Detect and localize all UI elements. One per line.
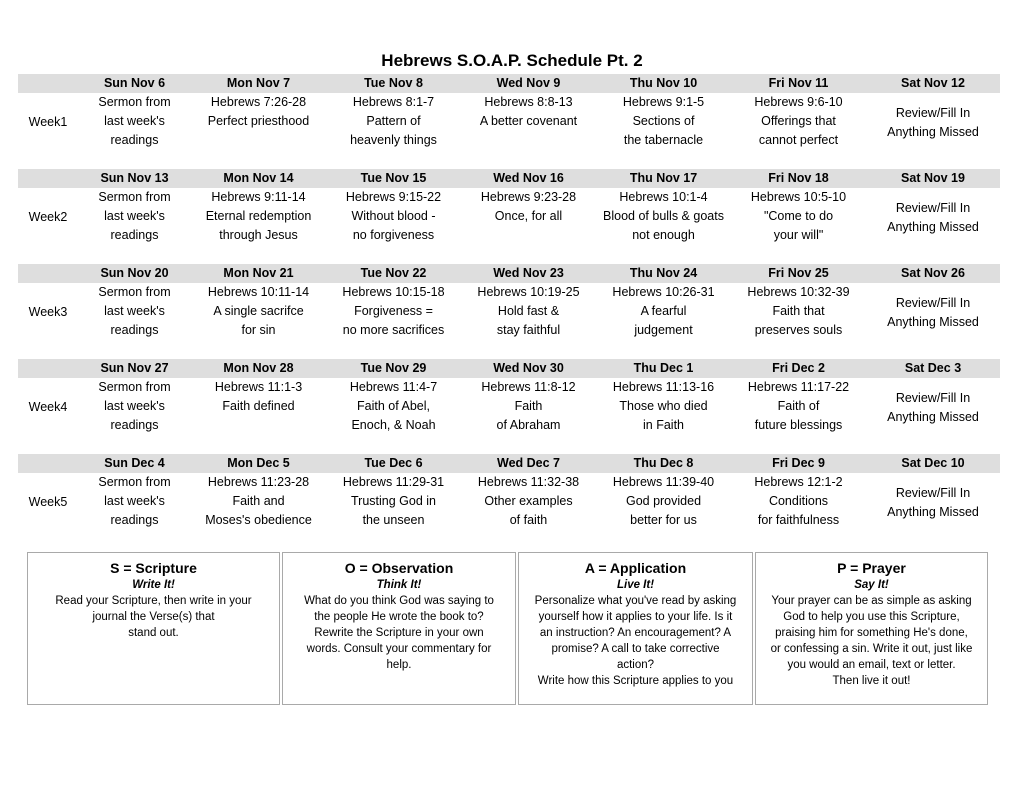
week-label	[18, 93, 78, 152]
day-header: Fri Nov 25	[768, 266, 829, 280]
reading-cell	[866, 188, 1000, 247]
soap-description-line: Rewrite the Scripture in your own	[314, 627, 484, 639]
soap-subtitle: Write It!	[132, 579, 175, 591]
reading-cell-line: Hebrews 10:19-25	[477, 285, 580, 299]
day-header: Fri Dec 9	[772, 456, 825, 470]
reading-cell-line: Conditions	[768, 494, 829, 508]
day-header: Sat Dec 3	[904, 361, 962, 375]
reading-cell	[866, 473, 1000, 532]
reading-cell-line: Hebrews 7:26-28	[210, 95, 307, 109]
page-title: Hebrews S.O.A.P. Schedule Pt. 2	[381, 51, 643, 70]
week-label	[18, 378, 78, 437]
reading-cell-line: Hebrews 8:1-7	[352, 95, 435, 109]
reading-cell-line: "Come to do	[763, 209, 834, 223]
reading-cell-line: Sermon from	[98, 95, 171, 109]
soap-description-line: Read your Scripture, then write in your	[55, 595, 252, 607]
soap-box-application	[518, 552, 753, 705]
schedule-table	[18, 74, 1000, 549]
reading-cell-line: Hebrews 11:1-3	[214, 380, 303, 394]
reading-cell-line: Perfect priesthood	[207, 114, 310, 128]
reading-cell	[866, 93, 1000, 152]
reading-cell-line: last week's	[104, 209, 165, 223]
week-block	[18, 454, 1000, 549]
week-label-text: Week5	[28, 495, 68, 509]
reading-cell-line: Hebrews 11:13-16	[612, 380, 715, 394]
reading-cell-line: Eternal redemption	[205, 209, 312, 223]
reading-cell-line: Hebrews 9:6-10	[754, 95, 843, 109]
reading-cell-line: Review/Fill In	[895, 485, 971, 500]
week-block	[18, 169, 1000, 264]
day-header: Sun Nov 13	[100, 171, 169, 185]
reading-cell	[191, 188, 326, 247]
soap-description-line: words. Consult your commentary for	[306, 643, 492, 655]
reading-cell-line: Hebrews 9:1-5	[622, 95, 705, 109]
reading-cell-line: Hebrews 11:17-22	[747, 380, 850, 394]
reading-cell-line: Review/Fill In	[895, 200, 971, 215]
reading-cell-line: Faith	[514, 399, 543, 413]
week-readings-row	[18, 283, 1000, 342]
reading-cell-line: Hebrews 11:29-31	[342, 475, 445, 489]
reading-cell-line: Anything Missed	[887, 124, 979, 139]
week-label-text: Week4	[28, 400, 68, 414]
reading-cell-line: cannot perfect	[758, 133, 839, 147]
reading-cell	[78, 283, 191, 342]
reading-cell-line: Moses's obedience	[205, 513, 312, 527]
week-label	[18, 188, 78, 247]
reading-cell	[596, 473, 731, 532]
reading-cell-line: readings	[110, 228, 159, 242]
reading-cell-line: judgement	[634, 323, 693, 337]
reading-cell-line: better for us	[630, 513, 697, 527]
day-header: Mon Nov 28	[223, 361, 294, 375]
reading-cell-line: last week's	[104, 494, 165, 508]
reading-cell-line: Hebrews 8:8-13	[484, 95, 573, 109]
day-header: Thu Nov 24	[629, 266, 698, 280]
soap-description-line: yourself how it applies to your life. Is it	[538, 611, 733, 623]
week-header-row	[18, 74, 1000, 93]
soap-description-line: stand out.	[128, 627, 179, 639]
soap-description-line: Personalize what you've read by asking	[534, 595, 737, 607]
reading-cell-line: Review/Fill In	[895, 390, 971, 405]
week-header-row	[18, 359, 1000, 378]
day-header: Sat Nov 26	[901, 266, 965, 280]
week-readings-row	[18, 93, 1000, 152]
week-readings-row	[18, 378, 1000, 437]
reading-cell-line: Anything Missed	[887, 219, 979, 234]
reading-cell-line: the tabernacle	[623, 133, 704, 147]
reading-cell-line: through Jesus	[219, 228, 298, 242]
day-header: Tue Nov 22	[360, 266, 427, 280]
reading-cell-line: Hebrews 12:1-2	[754, 475, 843, 489]
reading-cell-line: Offerings that	[761, 114, 836, 128]
soap-description-line: you would an email, text or letter.	[787, 659, 956, 671]
soap-title: A = Application	[584, 560, 687, 576]
reading-cell-line: the unseen	[362, 513, 425, 527]
reading-cell	[731, 378, 866, 437]
soap-description-line: action?	[616, 659, 655, 671]
header-blank-cell	[18, 74, 78, 93]
reading-cell-line: last week's	[104, 304, 165, 318]
reading-cell	[731, 283, 866, 342]
soap-box-observation	[282, 552, 516, 705]
reading-cell	[596, 188, 731, 247]
day-header: Tue Nov 15	[360, 171, 427, 185]
day-header: Sun Dec 4	[104, 456, 165, 470]
reading-cell	[191, 93, 326, 152]
week-header-row	[18, 169, 1000, 188]
reading-cell	[596, 93, 731, 152]
day-header: Tue Nov 29	[360, 361, 427, 375]
reading-cell-line: no more sacrifices	[342, 323, 445, 337]
reading-cell-line: readings	[110, 513, 159, 527]
reading-cell	[326, 93, 461, 152]
soap-title: S = Scripture	[110, 560, 197, 576]
day-header: Thu Nov 17	[629, 171, 698, 185]
day-header: Mon Dec 5	[227, 456, 290, 470]
day-header: Mon Nov 21	[223, 266, 294, 280]
reading-cell-line: of Abraham	[496, 418, 561, 432]
reading-cell-line: Anything Missed	[887, 409, 979, 424]
reading-cell-line: Enoch, & Noah	[351, 418, 436, 432]
reading-cell-line: Hebrews 9:15-22	[345, 190, 442, 204]
day-header: Sat Nov 12	[901, 76, 965, 90]
reading-cell	[78, 93, 191, 152]
reading-cell	[866, 283, 1000, 342]
reading-cell-line: Those who died	[619, 399, 708, 413]
soap-box-prayer	[755, 552, 988, 705]
reading-cell-line: of faith	[509, 513, 548, 527]
reading-cell-line: Other examples	[484, 494, 573, 508]
reading-cell-line: Sermon from	[98, 475, 171, 489]
reading-cell-line: God provided	[625, 494, 702, 508]
reading-cell-line: A fearful	[640, 304, 687, 318]
reading-cell-line: in Faith	[643, 418, 684, 432]
reading-cell	[596, 378, 731, 437]
day-header: Sat Nov 19	[901, 171, 965, 185]
week-block	[18, 264, 1000, 359]
reading-cell-line: Hebrews 11:4-7	[349, 380, 438, 394]
reading-cell	[191, 283, 326, 342]
day-header: Wed Nov 30	[493, 361, 564, 375]
reading-cell	[461, 473, 596, 532]
reading-cell-line: Review/Fill In	[895, 105, 971, 120]
reading-cell-line: Forgiveness =	[354, 304, 433, 318]
soap-description-line: Write how this Scripture applies to you	[537, 675, 734, 687]
week-label	[18, 473, 78, 532]
header-blank-cell	[18, 264, 78, 283]
reading-cell-line: for sin	[241, 323, 276, 337]
reading-cell-line: Blood of bulls & goats	[603, 209, 724, 223]
reading-cell-line: Faith of	[777, 399, 820, 413]
reading-cell-line: Hebrews 11:32-38	[477, 475, 580, 489]
reading-cell-line: Hebrews 10:26-31	[612, 285, 715, 299]
reading-cell-line: Hebrews 10:5-10	[750, 190, 847, 204]
soap-description-line: promise? A call to take corrective	[551, 643, 720, 655]
soap-description-line: What do you think God was saying to	[304, 595, 494, 607]
reading-cell	[191, 378, 326, 437]
reading-cell-line: Faith and	[232, 494, 285, 508]
reading-cell-line: Without blood -	[351, 209, 436, 223]
reading-cell-line: Sections of	[632, 114, 695, 128]
reading-cell-line: Sermon from	[98, 380, 171, 394]
week-label-text: Week1	[28, 115, 68, 129]
soap-description-line: journal the Verse(s) that	[92, 611, 215, 623]
header-blank-cell	[18, 359, 78, 378]
day-header: Sat Dec 10	[901, 456, 965, 470]
soap-description-line: an instruction? An encouragement? A	[539, 627, 732, 639]
week-label	[18, 283, 78, 342]
reading-cell-line: Review/Fill In	[895, 295, 971, 310]
soap-description-line: praising him for something He's done,	[775, 627, 968, 639]
soap-title: P = Prayer	[837, 560, 906, 576]
reading-cell-line: Pattern of	[366, 114, 421, 128]
soap-description	[756, 593, 987, 689]
reading-cell-line: Hebrews 11:23-28	[207, 475, 310, 489]
soap-description	[28, 593, 279, 641]
reading-cell-line: Hebrews 10:1-4	[619, 190, 708, 204]
week-block	[18, 359, 1000, 454]
week-header-row	[18, 264, 1000, 283]
reading-cell-line: A single sacrifce	[213, 304, 304, 318]
day-header: Thu Dec 8	[633, 456, 694, 470]
reading-cell-line: A better covenant	[479, 114, 578, 128]
reading-cell	[461, 188, 596, 247]
reading-cell-line: your will"	[773, 228, 824, 242]
reading-cell-line: not enough	[632, 228, 695, 242]
header-blank-cell	[18, 169, 78, 188]
reading-cell-line: Hold fast &	[497, 304, 560, 318]
day-header: Fri Nov 11	[768, 76, 829, 90]
day-header: Thu Nov 10	[629, 76, 698, 90]
header-blank-cell	[18, 454, 78, 473]
day-header: Thu Dec 1	[633, 361, 694, 375]
reading-cell-line: stay faithful	[496, 323, 561, 337]
reading-cell-line: Faith that	[772, 304, 825, 318]
day-header: Sun Nov 6	[103, 76, 166, 90]
reading-cell-line: Once, for all	[494, 209, 563, 223]
reading-cell	[78, 473, 191, 532]
reading-cell-line: readings	[110, 418, 159, 432]
reading-cell	[461, 93, 596, 152]
day-header: Mon Nov 14	[223, 171, 294, 185]
day-header: Wed Dec 7	[497, 456, 560, 470]
reading-cell-line: last week's	[104, 399, 165, 413]
reading-cell-line: heavenly things	[350, 133, 437, 147]
reading-cell	[731, 188, 866, 247]
reading-cell-line: Hebrews 10:11-14	[207, 285, 310, 299]
reading-cell-line: preserves souls	[754, 323, 843, 337]
day-header: Fri Nov 18	[768, 171, 829, 185]
soap-description-line: or confessing a sin. Write it out, just like	[770, 643, 973, 655]
soap-description-line: Your prayer can be as simple as asking	[771, 595, 972, 607]
week-label-text: Week2	[28, 210, 68, 224]
reading-cell-line: Sermon from	[98, 190, 171, 204]
reading-cell-line: Hebrews 10:15-18	[342, 285, 445, 299]
week-readings-row	[18, 188, 1000, 247]
reading-cell	[326, 473, 461, 532]
reading-cell-line: Hebrews 9:23-28	[480, 190, 577, 204]
day-header: Wed Nov 16	[493, 171, 564, 185]
soap-description	[283, 593, 515, 673]
reading-cell-line: Trusting God in	[351, 494, 436, 508]
reading-cell-line: Anything Missed	[887, 504, 979, 519]
soap-subtitle: Say It!	[854, 579, 889, 591]
week-block	[18, 74, 1000, 169]
day-header: Wed Nov 9	[496, 76, 561, 90]
week-label-text: Week3	[28, 305, 68, 319]
soap-box-scripture	[27, 552, 280, 705]
soap-subtitle: Live It!	[616, 579, 655, 591]
reading-cell	[191, 473, 326, 532]
reading-cell-line: Hebrews 11:39-40	[612, 475, 715, 489]
reading-cell	[326, 188, 461, 247]
soap-description-line: the people He wrote the book to?	[314, 611, 484, 623]
day-header: Wed Nov 23	[493, 266, 564, 280]
soap-subtitle: Think It!	[376, 579, 422, 591]
reading-cell-line: Sermon from	[98, 285, 171, 299]
reading-cell-line: future blessings	[754, 418, 843, 432]
reading-cell	[461, 378, 596, 437]
soap-description-line: Then live it out!	[832, 675, 911, 687]
reading-cell	[461, 283, 596, 342]
day-header: Fri Dec 2	[772, 361, 825, 375]
reading-cell	[78, 188, 191, 247]
reading-cell-line: Anything Missed	[887, 314, 979, 329]
day-header: Tue Dec 6	[364, 456, 423, 470]
reading-cell	[866, 378, 1000, 437]
reading-cell-line: Faith defined	[222, 399, 295, 413]
reading-cell-line: Hebrews 9:11-14	[211, 190, 306, 204]
reading-cell	[326, 283, 461, 342]
day-header: Mon Nov 7	[226, 76, 291, 90]
reading-cell-line: no forgiveness	[352, 228, 435, 242]
reading-cell	[326, 378, 461, 437]
reading-cell	[731, 473, 866, 532]
reading-cell-line: readings	[110, 323, 159, 337]
reading-cell-line: Faith of Abel,	[357, 399, 430, 413]
day-header: Sun Nov 20	[100, 266, 169, 280]
reading-cell	[731, 93, 866, 152]
reading-cell-line: Hebrews 11:8-12	[481, 380, 576, 394]
reading-cell-line: readings	[110, 133, 159, 147]
soap-title: O = Observation	[344, 560, 454, 576]
reading-cell-line: for faithfulness	[757, 513, 840, 527]
week-readings-row	[18, 473, 1000, 532]
reading-cell	[596, 283, 731, 342]
week-header-row	[18, 454, 1000, 473]
day-header: Sun Nov 27	[100, 361, 169, 375]
reading-cell	[78, 378, 191, 437]
reading-cell-line: last week's	[104, 114, 165, 128]
day-header: Tue Nov 8	[364, 76, 423, 90]
soap-description-line: help.	[386, 659, 412, 671]
soap-description	[519, 593, 752, 689]
soap-description-line: God to help you use this Scripture,	[783, 611, 960, 623]
reading-cell-line: Hebrews 10:32-39	[747, 285, 850, 299]
